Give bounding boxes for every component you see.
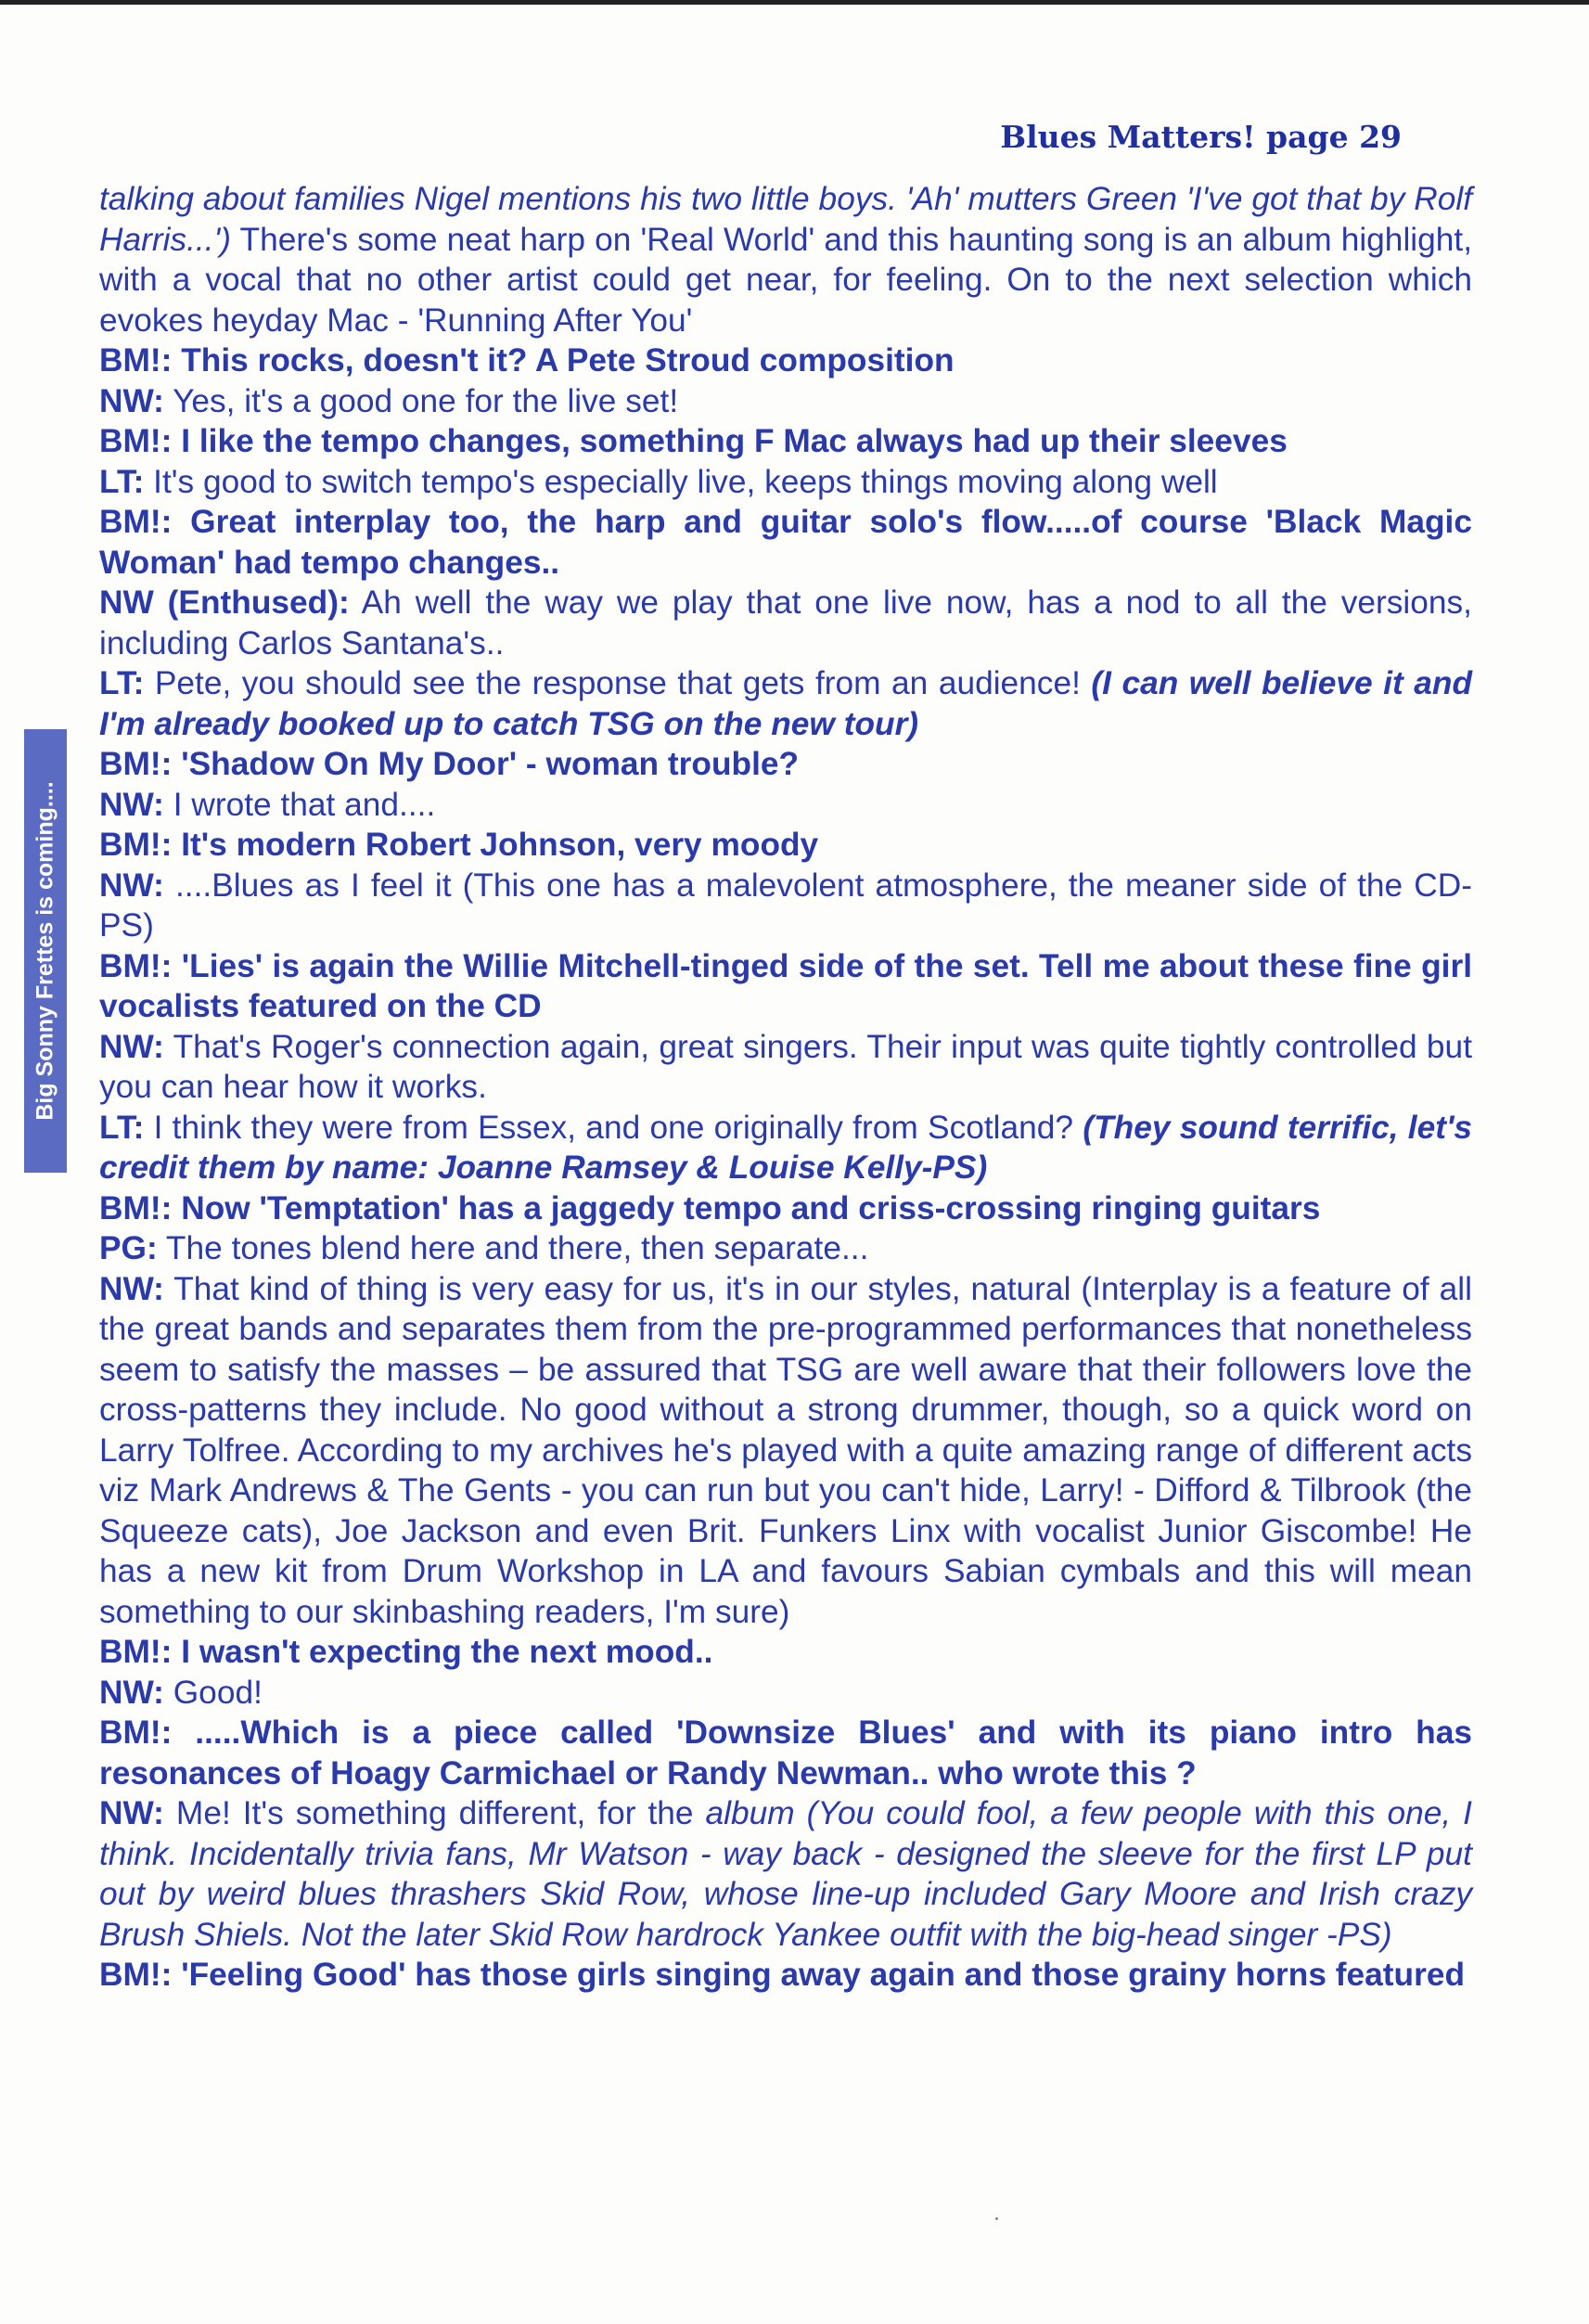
answer-text: There's some neat harp on 'Real World' and this haunting song is an album highlight, with a vocal that no other artist could get near, for feeling. On to the next selection which evokes heyday Mac - 'Running After You'	[99, 221, 1472, 339]
interview-question	[99, 340, 1472, 381]
interview-answer	[99, 583, 1472, 663]
speaker-label: LT:	[99, 463, 145, 500]
interview-answer	[99, 663, 1472, 744]
speaker-label: NW:	[99, 1028, 164, 1065]
interview-answer	[99, 1108, 1472, 1188]
speaker-label: BM!:	[99, 1189, 173, 1226]
interview-question	[99, 1632, 1472, 1673]
sidebar-banner-text: Big Sonny Frettes is coming....	[32, 781, 58, 1121]
speaker-label: NW:	[99, 1795, 164, 1831]
speaker-label: BM!:	[99, 827, 173, 863]
speaker-label: NW:	[99, 786, 164, 823]
editor-note: album (You could fool, a few people with this one, I think. Incidentally trivia fans, Mr Watson - way back - designed the sleeve for the first LP put out by weird blues thrashers Skid Row, whose line-up included Gary Moore and Irish crazy Brush Shiels. Not the later Skid Row hardrock Yankee outfit with the big-head singer -PS)	[99, 1795, 1472, 1953]
speaker-label: PG:	[99, 1230, 158, 1266]
speaker-label: BM!:	[99, 342, 173, 379]
interview-question	[99, 946, 1472, 1027]
answer-text: I wrote that and....	[163, 786, 436, 823]
question-text: 'Shadow On My Door' - woman trouble?	[172, 746, 800, 782]
question-text: .....Which is a piece called 'Downsize Blues' and with its piano intro has resonances of Hoagy Carmichael or Randy Newman.. who wrote this ?	[99, 1714, 1472, 1791]
page-header: Blues Matters! page 29	[1000, 119, 1402, 155]
page-top-border	[0, 0, 1589, 5]
scan-speck	[995, 2217, 998, 2220]
speaker-label: NW:	[99, 867, 164, 904]
editor-note: (They sound terrific, let's credit them by name: Joanne Ramsey & Louise Kelly-PS)	[99, 1109, 1472, 1186]
answer-text: Pete, you should see the response that gets from an audience!	[144, 665, 1092, 701]
answer-text: Me! It's something different, for the	[163, 1795, 706, 1831]
interview-question	[99, 421, 1472, 462]
question-text: 'Lies' is again the Willie Mitchell-tinged side of the set. Tell me about these fine girl vocalists featured on the CD	[99, 947, 1472, 1024]
editor-note: talking about families Nigel mentions his two little boys. 'Ah' mutters Green 'I've got that by Rolf Harris...')	[99, 181, 1472, 258]
article-paragraph	[99, 179, 1472, 340]
speaker-label: NW:	[99, 382, 164, 419]
speaker-label: BM!:	[99, 423, 173, 459]
speaker-label: LT:	[99, 665, 145, 701]
question-text: I like the tempo changes, something F Mac always had up their sleeves	[172, 423, 1288, 459]
interview-answer	[99, 1673, 1472, 1714]
interview-question	[99, 1713, 1472, 1793]
question-text: Great interplay too, the harp and guitar solo's flow.....of course 'Black Magic Woman' had tempo changes..	[99, 504, 1472, 581]
article-body	[99, 179, 1472, 1996]
interview-answer	[99, 1228, 1472, 1269]
question-text: This rocks, doesn't it? A Pete Stroud composition	[172, 342, 955, 379]
interview-question	[99, 1955, 1472, 1996]
interview-answer	[99, 866, 1472, 946]
question-text: It's modern Robert Johnson, very moody	[172, 827, 819, 863]
answer-text: Ah well the way we play that one live now, has a nod to all the versions, including Carlos Santana's..	[99, 584, 1472, 661]
speaker-label: BM!:	[99, 1957, 173, 1993]
answer-text: That kind of thing is very easy for us, it's in our styles, natural (Interplay is a feature of all the great bands and separates them from the pre-programmed performances that nonetheless seem to satisfy the masses – be assured that TSG are well aware that their followers love the cross-patterns they include. No good without a strong drummer, though, so a quick word on Larry Tolfree. According to my archives he's played with a quite amazing range of different acts viz Mark Andrews & The Gents - you can run but you can't hide, Larry! - Difford & Tilbrook (the Squeeze cats), Joe Jackson and even Brit. Funkers Linx with vocalist Junior Giscombe! He has a new kit from Drum Workshop in LA and favours Sabian cymbals and this will mean something to our skinbashing readers, I'm sure)	[99, 1270, 1472, 1630]
question-text: I wasn't expecting the next mood..	[172, 1634, 713, 1670]
speaker-label: BM!:	[99, 1634, 173, 1670]
speaker-label: BM!:	[99, 947, 173, 984]
speaker-label: LT:	[99, 1109, 145, 1146]
interview-answer	[99, 1793, 1472, 1955]
answer-text: It's good to switch tempo's especially live, keeps things moving along well	[144, 463, 1218, 500]
interview-question	[99, 825, 1472, 866]
speaker-label: BM!:	[99, 746, 173, 782]
speaker-label: NW:	[99, 1674, 164, 1711]
answer-text: That's Roger's connection again, great singers. Their input was quite tightly controlled but you can hear how it works.	[99, 1028, 1472, 1105]
question-text: Now 'Temptation' has a jaggedy tempo and criss-crossing ringing guitars	[172, 1189, 1321, 1226]
question-text: 'Feeling Good' has those girls singing away again and those grainy horns featured	[172, 1957, 1466, 1993]
editor-note: (I can well believe it and I'm already booked up to catch TSG on the new tour)	[99, 665, 1472, 742]
interview-question	[99, 1188, 1472, 1229]
speaker-label: BM!:	[99, 504, 173, 540]
speaker-label: NW:	[99, 1270, 164, 1307]
interview-answer	[99, 462, 1472, 503]
interview-question	[99, 744, 1472, 785]
speaker-label: NW (Enthused):	[99, 584, 350, 621]
answer-text: Yes, it's a good one for the live set!	[163, 382, 679, 419]
interview-answer	[99, 1269, 1472, 1633]
interview-question	[99, 502, 1472, 583]
speaker-label: BM!:	[99, 1714, 173, 1751]
answer-text: The tones blend here and there, then separate...	[157, 1230, 869, 1266]
sidebar-banner	[24, 729, 67, 1173]
answer-text: I think they were from Essex, and one originally from Scotland?	[144, 1109, 1083, 1146]
answer-text: ....Blues as I feel it (This one has a malevolent atmosphere, the meaner side of the CD-PS)	[99, 867, 1472, 944]
interview-answer	[99, 1027, 1472, 1108]
answer-text: Good!	[163, 1674, 263, 1711]
interview-answer	[99, 785, 1472, 826]
interview-answer	[99, 381, 1472, 422]
